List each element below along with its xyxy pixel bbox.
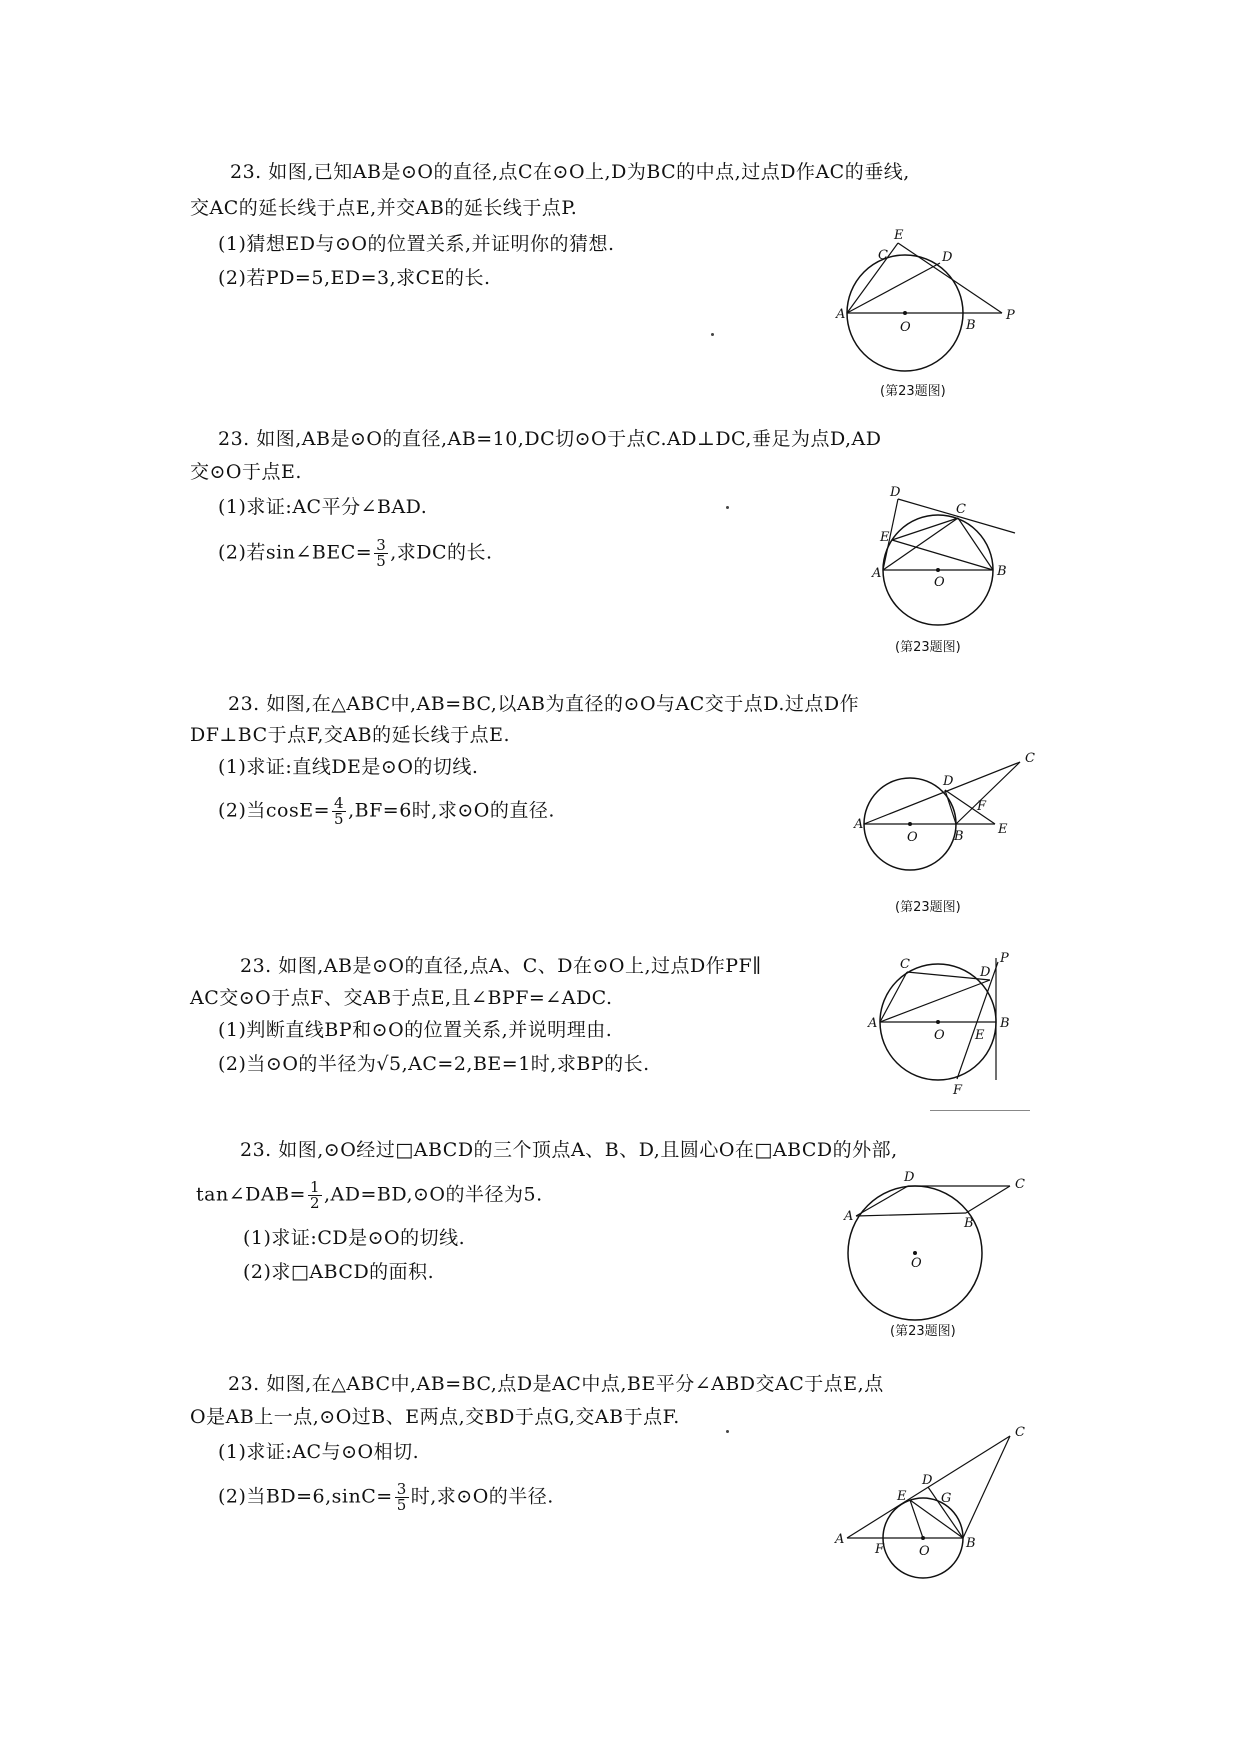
- p3-label-E: E: [998, 822, 1008, 837]
- p3-line-3: (1)求证:直线DE是⊙O的切线.: [218, 756, 479, 778]
- p1-label-C: C: [878, 248, 888, 263]
- p6-label-F: F: [875, 1542, 885, 1557]
- p4-label-E: E: [975, 1028, 985, 1043]
- p6-fraction: [395, 1482, 409, 1513]
- p1-line-4: (2)若PD=5,ED=3,求CE的长.: [218, 267, 491, 289]
- p3-label-F: F: [977, 799, 987, 814]
- p4-line-CD: [907, 972, 990, 980]
- p2-frac-den: 5: [376, 552, 387, 570]
- p2-line-4: [218, 538, 493, 569]
- p2-caption: (第23题图): [895, 640, 961, 655]
- p3-line-4: [218, 796, 555, 827]
- p2-line-EB: [892, 540, 993, 570]
- p6-frac-den: 5: [396, 1496, 407, 1514]
- p1-line-2: 交AC的延长线于点E,并交AB的延长线于点P.: [190, 197, 578, 219]
- p1-line-1: 23. 如图,已知AB是⊙O的直径,点C在⊙O上,D为BC的中点,过点D作AC的垂线,: [230, 161, 910, 183]
- p6-text-b: 时,求⊙O的半径.: [410, 1485, 554, 1508]
- p1-label-A: A: [836, 307, 846, 322]
- p2-text-b: ,求DC的长.: [390, 541, 493, 564]
- p5-text-a: tan∠DAB=: [196, 1183, 306, 1206]
- p4-separator: [930, 1110, 1030, 1111]
- p1-line-AE: [847, 243, 898, 313]
- p3-line-BC: [956, 762, 1020, 824]
- p4-line-4: (2)当⊙O的半径为√5,AC=2,BE=1时,求BP的长.: [218, 1053, 650, 1075]
- p2-label-A: A: [872, 566, 882, 581]
- p3-label-B: B: [954, 829, 964, 844]
- p5-line-AB: [856, 1213, 966, 1216]
- p3-center: [908, 822, 912, 826]
- p3-text-a: (2)当cosE=: [218, 799, 331, 822]
- p3-figure: [855, 752, 1055, 872]
- p2-center: [936, 568, 940, 572]
- p4-line-1: 23. 如图,AB是⊙O的直径,点A、C、D在⊙O上,过点D作PF∥: [240, 955, 762, 977]
- p6-center: [921, 1536, 925, 1540]
- p2-label-D: D: [890, 485, 901, 500]
- p2-fraction: [374, 538, 388, 569]
- p3-label-O: O: [907, 830, 918, 845]
- p2-figure: [870, 485, 1020, 625]
- p6-line-3: (1)求证:AC与⊙O相切.: [218, 1441, 420, 1463]
- p6-label-G: G: [941, 1491, 952, 1506]
- p2-label-O: O: [934, 575, 945, 590]
- p3-line-AC: [864, 762, 1020, 824]
- scan-speck: [726, 506, 729, 509]
- p6-label-O: O: [919, 1544, 930, 1559]
- p6-label-B: B: [966, 1536, 976, 1551]
- p1-line-3: (1)猜想ED与⊙O的位置关系,并证明你的猜想.: [218, 233, 615, 255]
- p5-line-AD: [856, 1186, 908, 1216]
- p6-label-C: C: [1015, 1425, 1025, 1440]
- p2-label-E: E: [880, 530, 890, 545]
- p3-fraction: [332, 796, 346, 827]
- p2-line-AC: [883, 518, 958, 570]
- p5-label-B: B: [964, 1216, 974, 1231]
- p3-line-DB: [945, 790, 956, 824]
- p4-line-3: (1)判断直线BP和⊙O的位置关系,并说明理由.: [218, 1019, 613, 1041]
- p3-line-1: 23. 如图,在△ABC中,AB=BC,以AB为直径的⊙O与AC交于点D.过点D作: [228, 693, 860, 715]
- p3-label-C: C: [1025, 751, 1035, 766]
- p6-text-a: (2)当BD=6,sinC=: [218, 1485, 393, 1508]
- p5-label-A: A: [844, 1209, 854, 1224]
- p1-caption: (第23题图): [880, 384, 946, 399]
- p5-line-BC: [966, 1186, 1010, 1213]
- p3-text-b: ,BF=6时,求⊙O的直径.: [348, 799, 555, 822]
- p3-caption: (第23题图): [895, 900, 961, 915]
- p5-line-3: (1)求证:CD是⊙O的切线.: [243, 1227, 466, 1249]
- p4-label-A: A: [868, 1016, 878, 1031]
- p3-label-A: A: [854, 817, 864, 832]
- p1-label-E: E: [894, 228, 904, 243]
- p5-figure: [840, 1168, 1040, 1328]
- p4-line-AC: [880, 972, 907, 1022]
- p6-line-BE: [910, 1500, 963, 1538]
- p5-caption: (第23题图): [890, 1324, 956, 1339]
- p5-line-4: (2)求□ABCD的面积.: [243, 1261, 435, 1283]
- p5-label-O: O: [911, 1256, 922, 1271]
- p2-line-3: (1)求证:AC平分∠BAD.: [218, 496, 428, 518]
- p5-line-2: [196, 1180, 543, 1211]
- p4-label-F: F: [953, 1083, 963, 1098]
- p5-label-C: C: [1015, 1177, 1025, 1192]
- p2-label-B: B: [997, 564, 1007, 579]
- p3-label-D: D: [943, 774, 954, 789]
- p6-line-4: [218, 1482, 554, 1513]
- p4-line-2: AC交⊙O于点F、交AB于点E,且∠BPF=∠ADC.: [190, 987, 613, 1009]
- p2-text-a: (2)若sin∠BEC=: [218, 541, 373, 564]
- p5-label-D: D: [904, 1170, 915, 1185]
- p4-center: [936, 1020, 940, 1024]
- p2-frac-num: 3: [376, 536, 387, 554]
- p2-line-CB: [958, 518, 993, 570]
- p5-frac-den: 2: [309, 1194, 321, 1212]
- p6-figure: [835, 1420, 1035, 1570]
- p3-line-2: DF⊥BC于点F,交AB的延长线于点E.: [190, 724, 510, 746]
- p4-label-O: O: [934, 1028, 945, 1043]
- p2-line-2: 交⊙O于点E.: [190, 461, 302, 483]
- p5-text-b: ,AD=BD,⊙O的半径为5.: [324, 1183, 543, 1206]
- p6-frac-num: 3: [396, 1480, 407, 1498]
- p4-figure: [862, 950, 1032, 1100]
- p1-figure: [830, 225, 1020, 375]
- p4-label-B: B: [1000, 1016, 1010, 1031]
- p4-line-AD: [880, 980, 990, 1022]
- p6-label-A: A: [835, 1532, 845, 1547]
- scan-speck: [711, 333, 714, 336]
- p1-center: [903, 311, 907, 315]
- p6-label-E: E: [897, 1489, 907, 1504]
- p4-label-C: C: [900, 957, 910, 972]
- p6-label-D: D: [922, 1473, 933, 1488]
- p2-label-C: C: [956, 502, 966, 517]
- p5-center: [913, 1251, 917, 1255]
- p6-line-2: O是AB上一点,⊙O过B、E两点,交BD于点G,交AB于点F.: [190, 1406, 680, 1428]
- p2-line-1: 23. 如图,AB是⊙O的直径,AB=10,DC切⊙O于点C.AD⊥DC,垂足为点D,AD: [218, 428, 882, 450]
- p6-line-OE: [910, 1500, 923, 1538]
- p1-label-D: D: [942, 250, 953, 265]
- p1-line-AD: [847, 263, 940, 313]
- p5-frac-num: 1: [309, 1178, 321, 1196]
- p5-line-1: 23. 如图,⊙O经过□ABCD的三个顶点A、B、D,且圆心O在□ABCD的外部,: [240, 1139, 898, 1161]
- p6-line-1: 23. 如图,在△ABC中,AB=BC,点D是AC中点,BE平分∠ABD交AC于点E,点: [228, 1373, 884, 1395]
- p1-label-P: P: [1006, 308, 1015, 323]
- scan-speck: [726, 1430, 729, 1433]
- p4-label-D: D: [980, 965, 991, 980]
- p3-frac-den: 5: [334, 810, 345, 828]
- p3-frac-num: 4: [334, 794, 345, 812]
- p5-fraction: [308, 1180, 322, 1211]
- p1-label-O: O: [900, 320, 911, 335]
- p1-label-B: B: [966, 318, 976, 333]
- p4-label-P: P: [1000, 951, 1009, 966]
